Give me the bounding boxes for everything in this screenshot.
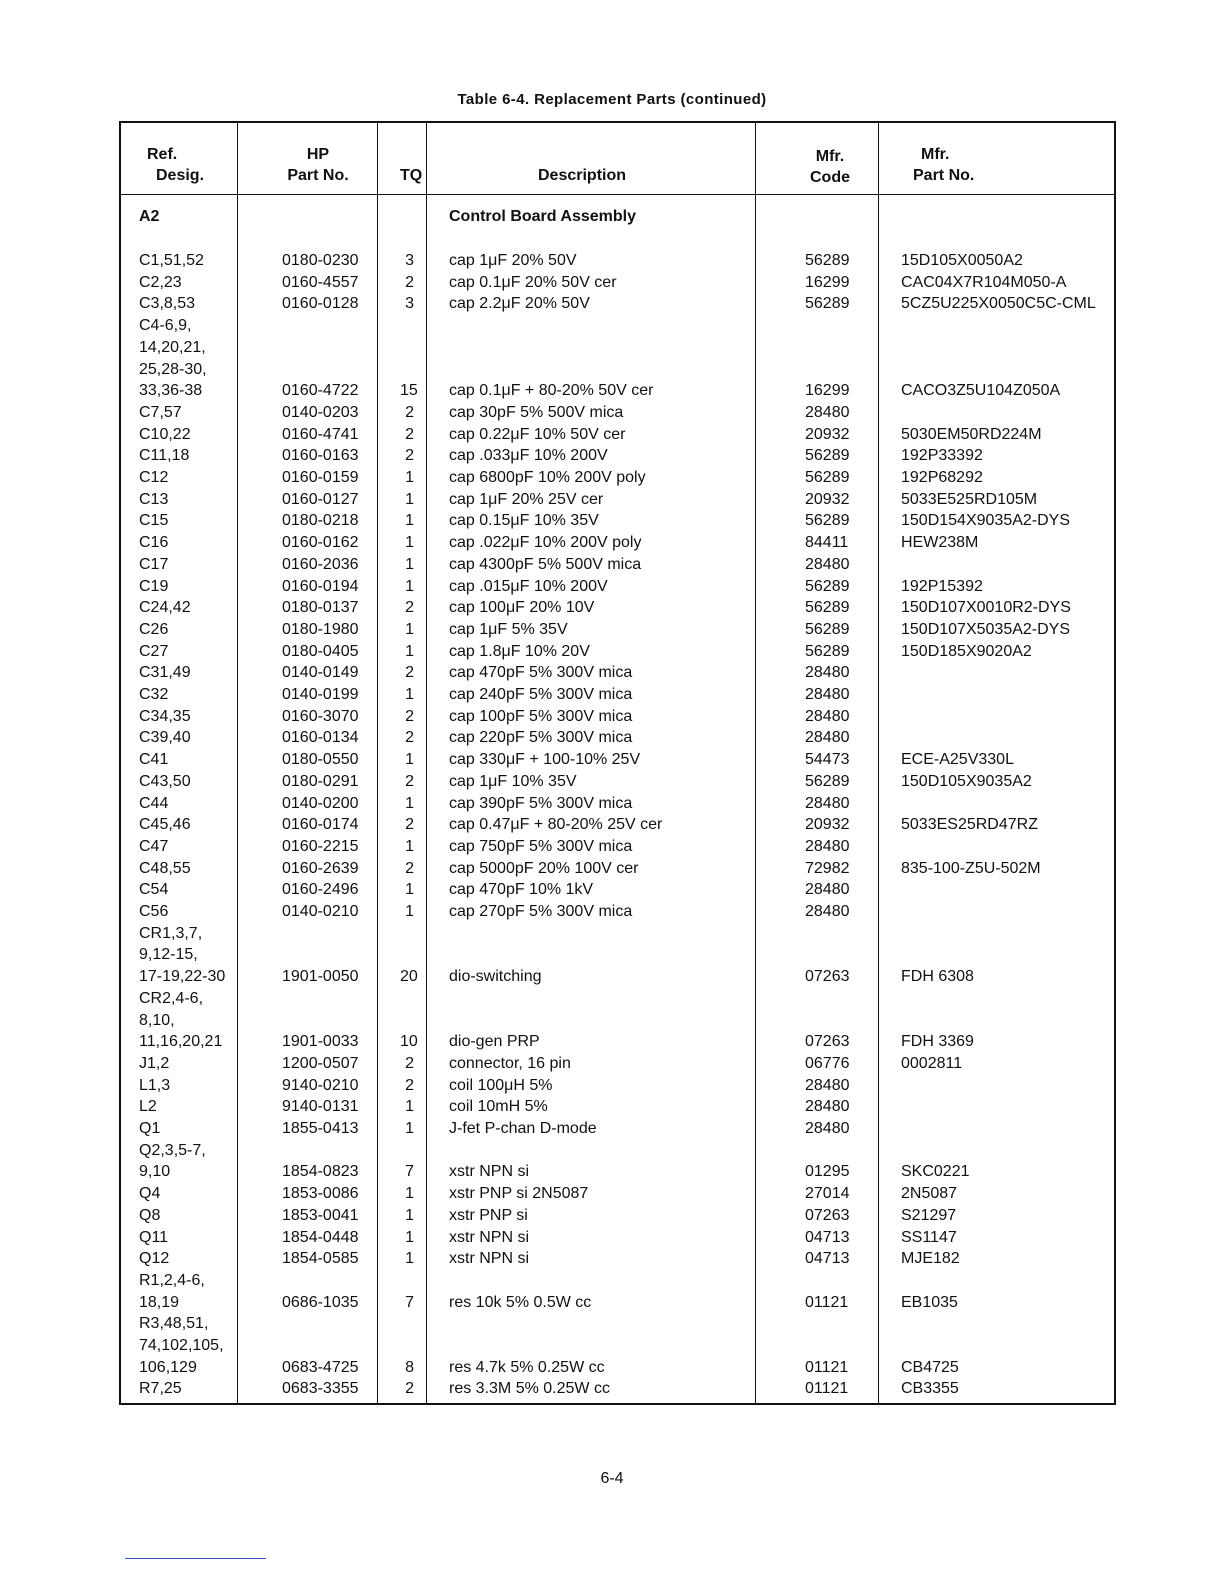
description-cell: cap 5000pF 20% 100V cer xyxy=(449,859,639,877)
hp-part-no-cell: 0140-0200 xyxy=(282,794,359,812)
footer-link-line xyxy=(125,1558,266,1559)
tq-cell: 2 xyxy=(405,447,414,465)
hp-part-no-cell: 0160-2496 xyxy=(282,881,359,899)
description-cell: res 10k 5% 0.5W cc xyxy=(449,1293,592,1311)
tq-cell: 2 xyxy=(405,273,414,291)
mfr-part-no-cell: 150D185X9020A2 xyxy=(901,642,1032,660)
description-cell: cap 1μF 5% 35V xyxy=(449,620,568,638)
mfr-code-cell: 28480 xyxy=(805,555,850,573)
description-cell: coil 10mH 5% xyxy=(449,1098,548,1116)
mfr-code-cell: 20932 xyxy=(805,816,850,834)
description-cell: cap .015μF 10% 200V xyxy=(449,577,608,595)
description-cell: dio-gen PRP xyxy=(449,1033,540,1051)
hp-part-no-cell: 0180-0291 xyxy=(282,772,359,790)
hp-part-no-cell: 1853-0041 xyxy=(282,1206,359,1224)
ref-desig-cell: C56 xyxy=(139,903,169,920)
hp-part-no-cell: 0160-0134 xyxy=(282,729,359,747)
mfr-code-cell: 84411 xyxy=(805,534,849,552)
hp-part-no-cell: 0180-0137 xyxy=(282,599,359,617)
hp-part-no-cell: 1854-0823 xyxy=(282,1163,359,1181)
table-title: Table 6-4. Replacement Parts (continued) xyxy=(457,91,767,108)
tq-cell: 10 xyxy=(400,1033,418,1051)
description-cell: dio-switching xyxy=(449,968,542,986)
tq-cell: 1 xyxy=(405,1206,414,1224)
column-divider xyxy=(878,123,879,1403)
column-divider xyxy=(426,123,427,1403)
description-cell: cap 1μF 10% 35V xyxy=(449,772,577,790)
ref-desig-cell: 18,19 xyxy=(139,1293,180,1311)
mfr-part-no-cell: 150D107X5035A2-DYS xyxy=(901,620,1071,638)
mfr-code-cell: 06776 xyxy=(805,1054,850,1072)
hp-part-no-cell: 0180-1980 xyxy=(282,620,359,638)
tq-cell: 1 xyxy=(405,620,414,638)
description-cell: xstr NPN si xyxy=(449,1250,529,1268)
hp-part-no-cell: 1854-0585 xyxy=(282,1250,359,1268)
ref-desig-cell: C41 xyxy=(139,751,169,769)
mfr-code-cell: 28480 xyxy=(805,707,850,725)
tq-cell: 1 xyxy=(405,1250,414,1268)
mfr-part-no-cell: 192P15392 xyxy=(901,577,983,595)
tq-cell: 1 xyxy=(405,1185,414,1203)
mfr-code-cell: 72982 xyxy=(805,859,850,877)
tq-cell: 2 xyxy=(405,425,414,443)
hp-part-no-cell: 1200-0507 xyxy=(282,1054,359,1072)
description-cell: cap 100μF 20% 10V xyxy=(449,599,595,617)
description-cell: cap 0.47μF + 80-20% 25V cer xyxy=(449,816,663,834)
mfr-code-cell: 16299 xyxy=(805,273,850,291)
mfr-code-cell: 28480 xyxy=(805,903,850,920)
header-hp-part-no: HP Part No. xyxy=(287,146,349,184)
ref-desig-cell: C10,22 xyxy=(139,425,191,443)
ref-desig-cell: C2,23 xyxy=(139,273,182,291)
mfr-part-no-cell: MJE182 xyxy=(901,1250,960,1268)
mfr-part-no-cell: 192P33392 xyxy=(901,447,983,465)
tq-cell: 1 xyxy=(405,794,414,812)
hp-part-no-cell: 1853-0086 xyxy=(282,1185,359,1203)
tq-cell: 2 xyxy=(405,859,414,877)
description-cell: xstr NPN si xyxy=(449,1163,529,1181)
hp-part-no-cell: 0160-2639 xyxy=(282,859,359,877)
description-cell: xstr NPN si xyxy=(449,1228,529,1246)
tq-cell: 3 xyxy=(405,295,414,313)
hp-part-no-cell: 0160-0128 xyxy=(282,295,359,313)
hp-part-no-cell: 0160-0174 xyxy=(282,816,359,834)
ref-desig-cell: C11,18 xyxy=(139,447,190,465)
tq-cell: 2 xyxy=(405,729,414,747)
tq-cell: 2 xyxy=(405,664,414,682)
ref-desig-cell: R3,48,51, xyxy=(139,1315,209,1333)
ref-desig-cell: C47 xyxy=(139,837,169,855)
tq-cell: 8 xyxy=(405,1358,414,1376)
tq-cell: 2 xyxy=(405,772,414,790)
section-title: Control Board Assembly xyxy=(449,208,636,225)
mfr-code-cell: 01121 xyxy=(805,1380,849,1398)
tq-cell: 2 xyxy=(405,599,414,617)
hp-part-no-cell: 1901-0033 xyxy=(282,1033,359,1051)
description-cell: cap 1μF 20% 50V xyxy=(449,252,577,269)
mfr-code-cell: 28480 xyxy=(805,686,850,703)
tq-cell: 1 xyxy=(405,837,414,855)
description-cell: cap 270pF 5% 300V mica xyxy=(449,903,633,920)
hp-part-no-cell: 1855-0413 xyxy=(282,1120,359,1137)
ref-desig-cell: C24,42 xyxy=(139,599,191,617)
tq-cell: 1 xyxy=(405,903,414,920)
ref-desig-cell: C31,49 xyxy=(139,664,191,682)
tq-cell: 1 xyxy=(405,512,414,530)
ref-desig-cell: C39,40 xyxy=(139,729,191,747)
hp-part-no-cell: 0180-0405 xyxy=(282,642,359,660)
mfr-code-cell: 56289 xyxy=(805,599,850,617)
header-description: Description xyxy=(538,167,627,184)
ref-desig-cell: Q8 xyxy=(139,1206,161,1224)
ref-desig-cell: L2 xyxy=(139,1098,157,1116)
section-ref: A2 xyxy=(139,208,160,225)
hp-part-no-cell: 0683-3355 xyxy=(282,1380,359,1398)
mfr-part-no-cell: 835-100-Z5U-502M xyxy=(901,859,1041,877)
tq-cell: 7 xyxy=(405,1293,414,1311)
description-cell: cap 1.8μF 10% 20V xyxy=(449,642,590,660)
description-cell: res 3.3M 5% 0.25W cc xyxy=(449,1380,610,1398)
description-cell: cap 330μF + 100-10% 25V xyxy=(449,751,641,769)
mfr-code-cell: 01121 xyxy=(805,1293,849,1311)
mfr-part-no-cell: CACO3Z5U104Z050A xyxy=(901,382,1061,400)
mfr-code-cell: 56289 xyxy=(805,642,850,660)
hp-part-no-cell: 0160-0163 xyxy=(282,447,359,465)
header-ref-desig: Ref. Desig. xyxy=(147,146,205,184)
mfr-part-no-cell: S21297 xyxy=(901,1206,957,1224)
mfr-part-no-cell: 5033E525RD105M xyxy=(901,490,1038,508)
mfr-part-no-cell: CAC04X7R104M050-A xyxy=(901,273,1067,291)
mfr-part-no-cell: SS1147 xyxy=(901,1228,957,1246)
ref-desig-cell: C26 xyxy=(139,620,169,638)
tq-cell: 1 xyxy=(405,1120,414,1137)
mfr-code-cell: 54473 xyxy=(805,751,850,769)
description-cell: cap 750pF 5% 300V mica xyxy=(449,837,633,855)
mfr-part-no-cell: 5CZ5U225X0050C5C-CML xyxy=(901,295,1096,313)
mfr-part-no-cell: ECE-A25V330L xyxy=(901,751,1014,769)
ref-desig-cell: C4-6,9, xyxy=(139,317,192,335)
mfr-code-cell: 56289 xyxy=(805,295,850,313)
description-cell: J-fet P-chan D-mode xyxy=(449,1120,597,1137)
hp-part-no-cell: 1901-0050 xyxy=(282,968,359,986)
mfr-part-no-cell: HEW238M xyxy=(901,534,979,552)
mfr-part-no-cell: CB3355 xyxy=(901,1380,959,1398)
mfr-part-no-cell: 2N5087 xyxy=(901,1185,958,1203)
ref-desig-cell: CR2,4-6, xyxy=(139,989,204,1007)
ref-desig-cell: 74,102,105, xyxy=(139,1337,224,1354)
mfr-code-cell: 28480 xyxy=(805,881,850,899)
column-divider xyxy=(237,123,238,1403)
description-cell: cap 390pF 5% 300V mica xyxy=(449,794,633,812)
description-cell: cap 0.1μF 20% 50V cer xyxy=(449,273,617,291)
description-cell: xstr PNP si xyxy=(449,1206,528,1224)
hp-part-no-cell: 0686-1035 xyxy=(282,1293,359,1311)
tq-cell: 1 xyxy=(405,577,414,595)
mfr-code-cell: 07263 xyxy=(805,1033,850,1051)
ref-desig-cell: 11,16,20,21 xyxy=(139,1033,223,1051)
hp-part-no-cell: 0180-0550 xyxy=(282,751,359,769)
ref-desig-cell: C13 xyxy=(139,490,169,508)
tq-cell: 1 xyxy=(405,1098,414,1116)
ref-desig-cell: C34,35 xyxy=(139,707,191,725)
tq-cell: 1 xyxy=(405,490,414,508)
tq-cell: 1 xyxy=(405,751,414,769)
ref-desig-cell: C32 xyxy=(139,686,169,703)
ref-desig-cell: 14,20,21, xyxy=(139,338,206,356)
description-cell: cap 1μF 20% 25V cer xyxy=(449,490,604,508)
tq-cell: 1 xyxy=(405,555,414,573)
mfr-code-cell: 28480 xyxy=(805,1120,850,1137)
mfr-part-no-cell: 150D107X0010R2-DYS xyxy=(901,599,1071,617)
mfr-code-cell: 56289 xyxy=(805,252,850,269)
ref-desig-cell: 25,28-30, xyxy=(139,360,207,378)
description-cell: res 4.7k 5% 0.25W cc xyxy=(449,1358,605,1376)
mfr-part-no-cell: 0002811 xyxy=(901,1054,963,1072)
hp-part-no-cell: 9140-0131 xyxy=(282,1098,359,1116)
mfr-part-no-cell: 150D105X9035A2 xyxy=(901,772,1032,790)
tq-cell: 15 xyxy=(400,382,418,400)
mfr-part-no-cell: CB4725 xyxy=(901,1358,959,1376)
ref-desig-cell: C43,50 xyxy=(139,772,191,790)
mfr-code-cell: 56289 xyxy=(805,577,850,595)
ref-desig-cell: C15 xyxy=(139,512,169,530)
mfr-code-cell: 28480 xyxy=(805,403,850,421)
tq-cell: 1 xyxy=(405,1228,414,1246)
mfr-part-no-cell: 192P68292 xyxy=(901,469,983,486)
ref-desig-cell: C44 xyxy=(139,794,169,812)
parts-table xyxy=(119,121,1116,1405)
mfr-code-cell: 16299 xyxy=(805,382,850,400)
mfr-code-cell: 20932 xyxy=(805,425,850,443)
mfr-code-cell: 28480 xyxy=(805,837,850,855)
ref-desig-cell: C45,46 xyxy=(139,816,191,834)
tq-cell: 1 xyxy=(405,686,414,703)
mfr-part-no-cell: 5033ES25RD47RZ xyxy=(901,816,1038,834)
description-cell: xstr PNP si 2N5087 xyxy=(449,1185,589,1203)
description-cell: cap 0.22μF 10% 50V cer xyxy=(449,425,626,443)
ref-desig-cell: 33,36-38 xyxy=(139,382,203,400)
mfr-part-no-cell: EB1035 xyxy=(901,1293,958,1311)
description-cell: cap 470pF 5% 300V mica xyxy=(449,664,633,682)
hp-part-no-cell: 0180-0230 xyxy=(282,252,359,269)
page-number: 6-4 xyxy=(600,1470,624,1487)
hp-part-no-cell: 0180-0218 xyxy=(282,512,359,530)
hp-part-no-cell: 0160-2036 xyxy=(282,555,359,573)
tq-cell: 20 xyxy=(400,968,418,986)
hp-part-no-cell: 0140-0210 xyxy=(282,903,359,920)
column-divider xyxy=(377,123,378,1403)
hp-part-no-cell: 0160-4741 xyxy=(282,425,359,443)
ref-desig-cell: Q2,3,5-7, xyxy=(139,1141,206,1159)
description-cell: cap 0.15μF 10% 35V xyxy=(449,512,599,530)
hp-part-no-cell: 0160-0127 xyxy=(282,490,359,508)
mfr-code-cell: 28480 xyxy=(805,664,850,682)
hp-part-no-cell: 1854-0448 xyxy=(282,1228,359,1246)
tq-cell: 2 xyxy=(405,1054,414,1072)
description-cell: cap .033μF 10% 200V xyxy=(449,447,608,465)
ref-desig-cell: 8,10, xyxy=(139,1011,175,1029)
mfr-code-cell: 28480 xyxy=(805,729,850,747)
hp-part-no-cell: 9140-0210 xyxy=(282,1076,359,1094)
hp-part-no-cell: 0160-4722 xyxy=(282,382,359,400)
mfr-code-cell: 07263 xyxy=(805,1206,850,1224)
ref-desig-cell: Q12 xyxy=(139,1250,170,1268)
ref-desig-cell: C27 xyxy=(139,642,169,660)
mfr-code-cell: 27014 xyxy=(805,1185,850,1203)
mfr-part-no-cell: 150D154X9035A2-DYS xyxy=(901,512,1071,530)
ref-desig-cell: C48,55 xyxy=(139,859,191,877)
header-tq: TQ xyxy=(400,167,423,184)
tq-cell: 1 xyxy=(405,642,414,660)
description-cell: cap 2.2μF 20% 50V xyxy=(449,295,590,313)
description-cell: cap 220pF 5% 300V mica xyxy=(449,729,633,747)
description-cell: cap 240pF 5% 300V mica xyxy=(449,686,633,703)
description-cell: cap 0.1μF + 80-20% 50V cer xyxy=(449,382,654,400)
ref-desig-cell: R1,2,4-6, xyxy=(139,1271,205,1289)
column-divider xyxy=(755,123,756,1403)
tq-cell: 3 xyxy=(405,252,414,269)
mfr-part-no-cell: FDH 3369 xyxy=(901,1033,974,1051)
mfr-part-no-cell: 5030EM50RD224M xyxy=(901,425,1042,443)
tq-cell: 2 xyxy=(405,707,414,725)
mfr-code-cell: 56289 xyxy=(805,447,850,465)
mfr-part-no-cell: FDH 6308 xyxy=(901,968,974,986)
ref-desig-cell: Q11 xyxy=(139,1228,169,1246)
ref-desig-cell: 9,12-15, xyxy=(139,946,198,964)
mfr-code-cell: 56289 xyxy=(805,772,850,790)
mfr-code-cell: 07263 xyxy=(805,968,850,986)
ref-desig-cell: C7,57 xyxy=(139,403,182,421)
tq-cell: 2 xyxy=(405,816,414,834)
tq-cell: 2 xyxy=(405,1380,414,1398)
ref-desig-cell: 9,10 xyxy=(139,1163,171,1181)
mfr-code-cell: 20932 xyxy=(805,490,850,508)
description-cell: cap 470pF 10% 1kV xyxy=(449,881,594,899)
ref-desig-cell: J1,2 xyxy=(139,1054,170,1072)
mfr-part-no-cell: SKC0221 xyxy=(901,1163,970,1181)
ref-desig-cell: C3,8,53 xyxy=(139,295,196,313)
ref-desig-cell: CR1,3,7, xyxy=(139,924,203,942)
description-cell: coil 100μH 5% xyxy=(449,1076,553,1094)
mfr-code-cell: 01121 xyxy=(805,1358,849,1376)
mfr-code-cell: 56289 xyxy=(805,620,850,638)
ref-desig-cell: C12 xyxy=(139,469,169,486)
hp-part-no-cell: 0160-3070 xyxy=(282,707,359,725)
hp-part-no-cell: 0140-0203 xyxy=(282,403,359,421)
ref-desig-cell: L1,3 xyxy=(139,1076,171,1094)
mfr-code-cell: 01295 xyxy=(805,1163,850,1181)
tq-cell: 2 xyxy=(405,403,414,421)
hp-part-no-cell: 0160-0159 xyxy=(282,469,359,486)
description-cell: connector, 16 pin xyxy=(449,1054,571,1072)
mfr-code-cell: 04713 xyxy=(805,1228,850,1246)
hp-part-no-cell: 0140-0199 xyxy=(282,686,359,703)
description-cell: cap .022μF 10% 200V poly xyxy=(449,534,642,552)
tq-cell: 1 xyxy=(405,534,414,552)
mfr-code-cell: 56289 xyxy=(805,512,850,530)
ref-desig-cell: 17-19,22-30 xyxy=(139,968,226,986)
mfr-part-no-cell: 15D105X0050A2 xyxy=(901,252,1023,269)
description-cell: cap 6800pF 10% 200V poly xyxy=(449,469,646,486)
ref-desig-cell: Q4 xyxy=(139,1185,161,1203)
hp-part-no-cell: 0160-4557 xyxy=(282,273,359,291)
hp-part-no-cell: 0160-0162 xyxy=(282,534,359,552)
ref-desig-cell: C16 xyxy=(139,534,169,552)
tq-cell: 2 xyxy=(405,1076,414,1094)
tq-cell: 7 xyxy=(405,1163,414,1181)
mfr-code-cell: 28480 xyxy=(805,1076,850,1094)
ref-desig-cell: Q1 xyxy=(139,1120,161,1137)
hp-part-no-cell: 0140-0149 xyxy=(282,664,359,682)
description-cell: cap 100pF 5% 300V mica xyxy=(449,707,633,725)
tq-cell: 1 xyxy=(405,881,414,899)
mfr-code-cell: 28480 xyxy=(805,794,850,812)
header-mfr-code: Mfr. Code xyxy=(810,148,850,186)
ref-desig-cell: C54 xyxy=(139,881,169,899)
ref-desig-cell: 106,129 xyxy=(139,1358,197,1376)
hp-part-no-cell: 0160-2215 xyxy=(282,837,359,855)
ref-desig-cell: C19 xyxy=(139,577,169,595)
mfr-code-cell: 04713 xyxy=(805,1250,850,1268)
mfr-code-cell: 56289 xyxy=(805,469,850,486)
description-cell: cap 30pF 5% 500V mica xyxy=(449,403,624,421)
tq-cell: 1 xyxy=(405,469,414,486)
header-mfr-part-no: Mfr. Part No. xyxy=(913,146,975,184)
ref-desig-cell: R7,25 xyxy=(139,1380,182,1398)
description-cell: cap 4300pF 5% 500V mica xyxy=(449,555,642,573)
ref-desig-cell: C1,51,52 xyxy=(139,252,204,269)
hp-part-no-cell: 0160-0194 xyxy=(282,577,359,595)
hp-part-no-cell: 0683-4725 xyxy=(282,1358,359,1376)
ref-desig-cell: C17 xyxy=(139,555,169,573)
mfr-code-cell: 28480 xyxy=(805,1098,850,1116)
header-divider xyxy=(121,194,1114,195)
